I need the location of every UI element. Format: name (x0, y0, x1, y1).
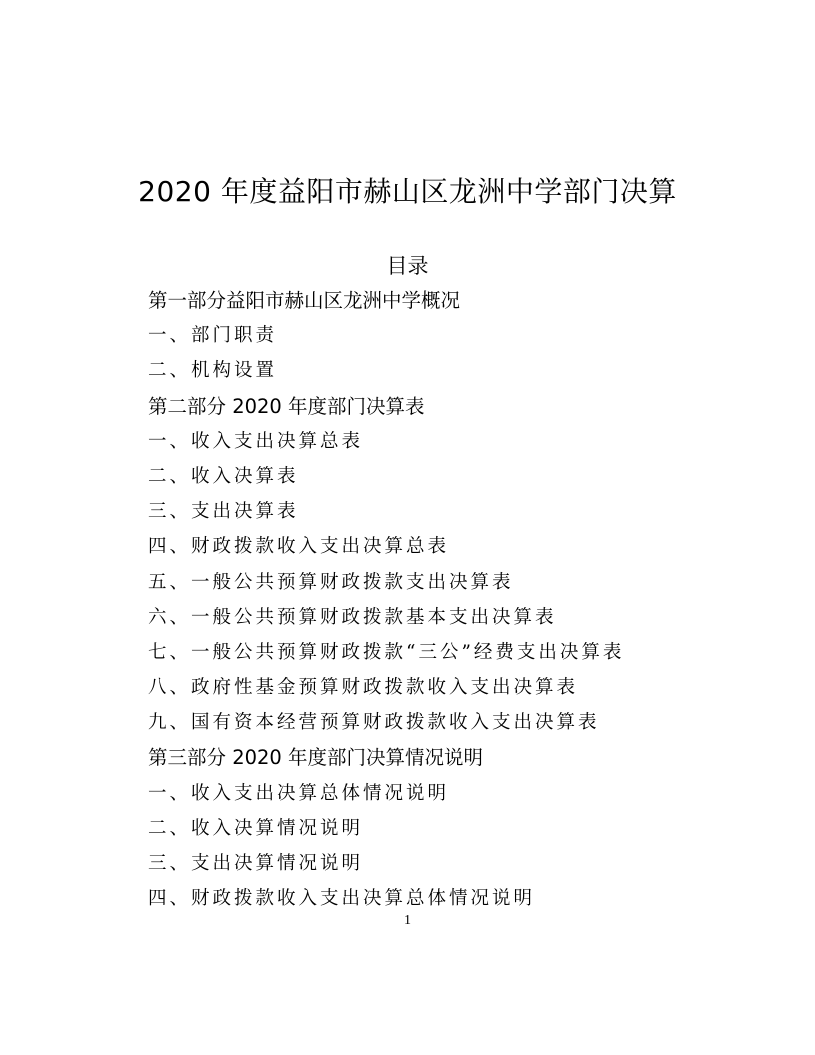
toc-item: 一、收入支出决算总体情况说明 (148, 782, 450, 804)
toc-item: 二、收入决算情况说明 (148, 817, 364, 839)
toc-item: 六、一般公共预算财政拨款基本支出决算表 (148, 606, 557, 628)
toc-part-1: 第一部分益阳市赫山区龙洲中学概况 (148, 289, 461, 312)
toc-heading: 目录 (386, 254, 429, 278)
toc-part-2: 第二部分 2020 年度部门决算表 (148, 394, 425, 418)
toc-item: 九、国有资本经营预算财政拨款收入支出决算表 (148, 712, 600, 734)
toc-item: 二、机构设置 (148, 360, 278, 382)
document-title: 2020 年度益阳市赫山区龙洲中学部门决算 (138, 175, 677, 208)
toc-item: 五、一般公共预算财政拨款支出决算表 (148, 571, 514, 593)
toc-item: 四、财政拨款收入支出决算总表 (148, 536, 450, 558)
toc-part-3: 第三部分 2020 年度部门决算情况说明 (148, 746, 484, 770)
table-of-contents (148, 283, 768, 916)
toc-item: 三、支出决算情况说明 (148, 853, 364, 874)
toc-item: 四、财政拨款收入支出决算总体情况说明 (148, 888, 536, 910)
toc-item: 三、支出决算表 (148, 501, 299, 523)
page-number: 1 (404, 913, 411, 928)
toc-item: 一、部门职责 (148, 325, 278, 347)
toc-item: 七、一般公共预算财政拨款“三公”经费支出决算表 (148, 641, 625, 663)
toc-item: 八、政府性基金预算财政拨款收入支出决算表 (148, 677, 579, 699)
toc-item: 一、收入支出决算总表 (148, 430, 364, 452)
toc-item: 二、收入决算表 (148, 465, 299, 487)
